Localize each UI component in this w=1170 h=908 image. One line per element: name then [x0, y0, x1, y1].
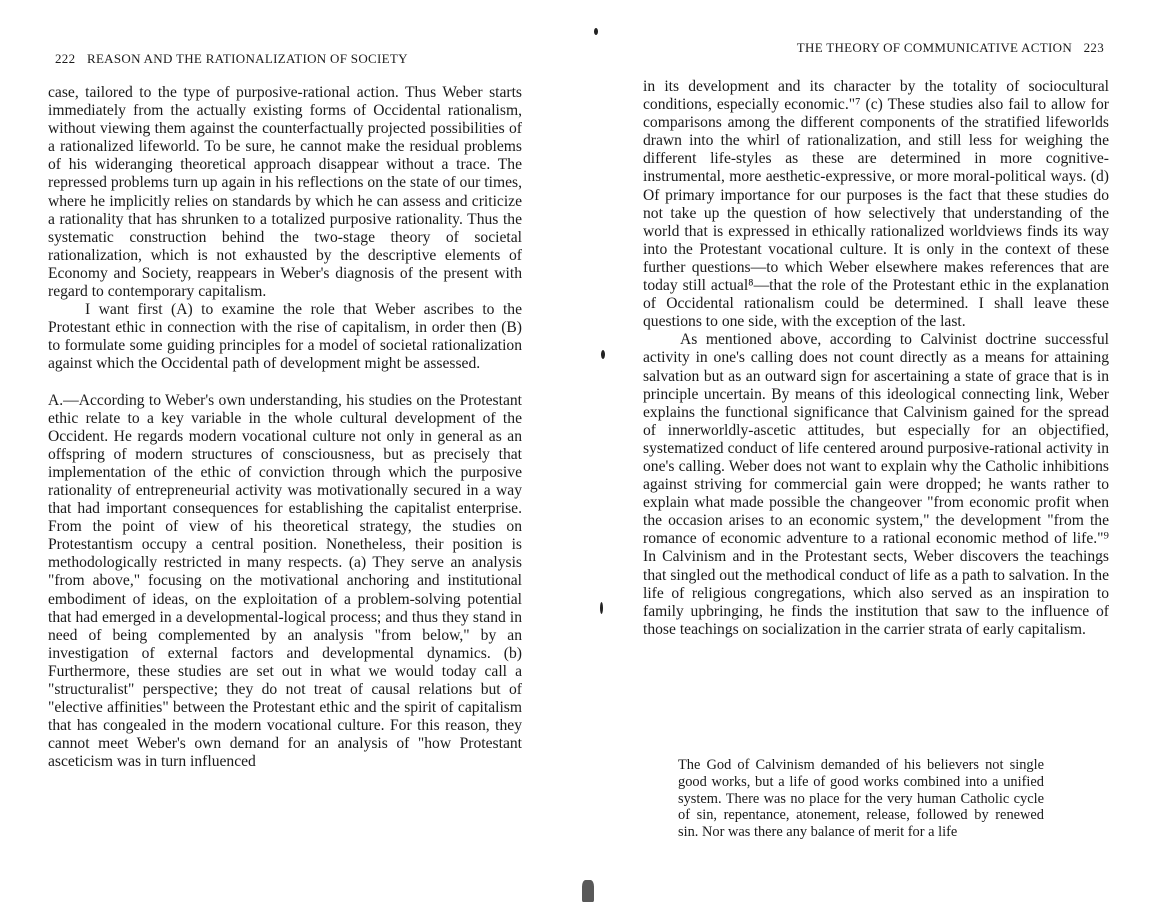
left-running-head: [47, 51, 408, 67]
left-page-number: 222: [55, 51, 76, 66]
left-body-text: [48, 84, 522, 771]
scan-speck: [600, 602, 603, 614]
paragraph: in its development and its character by the totality of sociocultural conditions, especially economic."⁷ (c) These studies also fail to allow for comparisons among the different components of the stratified lifeworlds drawn into the whirl of rationalization, and still less for weighing the different life-styles as these are determined in more cognitive-instrumental, more aesthetic-expressive, or more moral-political ways. (d) Of primary importance for our purposes is the fact that these studies do not take up the question of how selectively that understanding of the world that is expressed in ethically rationalized worldviews finds its way into the Protestant vocational culture. It is only in the context of these further questions—to which Weber elsewhere makes references that are today still actual⁸—that the role of the Protestant ethic in the explanation of Occidental rationalism could be determined. I shall leave these questions to one side, with the exception of the last.: [643, 78, 1109, 331]
paragraph: case, tailored to the type of purposive-rational action. Thus Weber starts immediately from the actually existing forms of Occidental rationalism, without viewing them against the counterfactually projected possibilities of a rationalized lifeworld. To be sure, he cannot make the residual problems of his wideranging theoretical approach disappear without a trace. The repressed problems turn up again in his reflections on the state of our times, where he implicitly relies on standards by which he can assess and criticize a rationality that has shrunken to a totalized purposive rationality. Thus the systematic construction behind the two-stage theory of societal rationalization, which is not exhausted by the descriptive elements of Economy and Society, reappears in Weber's diagnosis of the present with regard to contemporary capitalism.: [48, 84, 522, 301]
section-a-paragraph: A.—According to Weber's own understanding, his studies on the Protestant ethic relate to a key variable in the whole cultural development of the Occident. He regards modern vocational culture not only in general as an offspring of modern structures of consciousness, but as precisely that implementation of the ethic of conviction through which the purposive rationality of entrepreneurial activity was motivationally secured in a way that had important consequences for establishing the capitalist enterprise. From the point of view of his theoretical strategy, the studies on Protestantism occupy a central position. Nonetheless, their position is methodologically restricted in many respects. (a) They serve an analysis "from above," focusing on the motivational anchoring and institutional embodiment of ideas, on the exploitation of a problem-solving potential that had emerged in a developmental-logical process; and thus they stand in need of being complemented by an analysis "from below," by an investigation of external factors and developmental dynamics. (b) Furthermore, these studies are set out in what we would today call a "structuralist" perspective; they do not treat of causal relations but of "elective affinities" between the Protestant ethic and the spirit of capitalism that has congealed in the modern vocational culture. For this reason, they cannot meet Weber's own demand for an analysis of "how Protestant asceticism was in turn influenced: [48, 391, 522, 771]
paragraph: I want first (A) to examine the role that Weber ascribes to the Protestant ethic in connection with the rise of capitalism, in order then (B) to formulate some guiding principles for a model of societal rationalization against which the Occidental path of development might be assessed.: [48, 301, 522, 373]
scan-speck: [594, 28, 598, 35]
right-page: [580, 0, 1170, 908]
scan-speck: [582, 880, 594, 902]
right-body-text: [643, 78, 1109, 639]
right-running-title: THE THEORY OF COMMUNICATIVE ACTION: [796, 40, 1073, 55]
block-quote: [678, 757, 1044, 841]
paragraph: As mentioned above, according to Calvinist doctrine successful activity in one's calling does not count directly as a means for attaining salvation but as an outward sign for ascertaining a state of grace that is in principle uncertain. By means of this ideological connecting link, Weber explains the functional significance that Calvinism gained for the spread of innerworldly-ascetic attitudes, but especially for an objectified, systematized conduct of life centered around purposive-rational activity in one's calling. Weber does not want to explain why the Catholic inhibitions against striving for commercial gain were dropped; he wants rather to explain what made possible the changeover "from economic profit when the occasion arises to an economic system," the development "from the romance of economic adventure to a rational economic method of life."⁹ In Calvinism and in the Protestant sects, Weber discovers the teachings that singled out the methodical conduct of life as a path to salvation. In the life of religious congregations, which also served as an inspiration to family upbringing, he finds the institution that saw to the influence of those teachings on socialization in the carrier strata of early capitalism.: [643, 331, 1109, 638]
right-running-head: [797, 40, 1112, 56]
block-quote-text: The God of Calvinism demanded of his believers not single good works, but a life of good works combined into a unified system. There was no place for the very human Catholic cycle of sin, repentance, atonement, release, followed by renewed sin. Nor was there any balance of merit for a life: [678, 757, 1044, 841]
scan-speck: [601, 350, 605, 359]
left-page: [0, 0, 580, 908]
right-page-number: 223: [1083, 40, 1104, 55]
left-running-title: REASON AND THE RATIONALIZATION OF SOCIETY: [86, 51, 408, 66]
